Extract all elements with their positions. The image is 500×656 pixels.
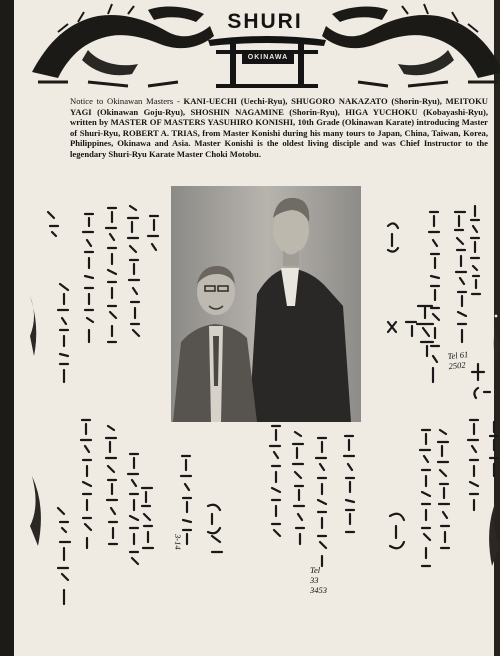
right-dragon-illustration <box>318 2 500 90</box>
header <box>28 0 500 92</box>
handwritten-number: 3-14 <box>173 534 183 550</box>
notice-body: KANI-UECHI (Uechi-Ryu), SHUGORO NAKAZATO (Shorin-Ryu), MEITOKU YAGI (Okinawan Goju-Ryu), SHOSHIN NAGAMINE (Shorin-Ryu), HIGA YUCHOKU (Kobayashi-Ryu), written by MASTER OF MASTERS YASUHIRO KONISHI, 10th Grade (Okinawan Karate) introducing Master of Shuri-Ryu, ROBERT A. TRIAS, from Master Konishi during his many tours to Japan, China, Taiwan, Korea, Philippines, Okinawa and Asia. Master Konishi is the oldest living disciple and was Chief Instructor to the legendary Shuri-Ryu Karate Master Choki Motobu. <box>70 96 488 159</box>
notice-lead: Notice to Okinawan Masters - <box>70 96 184 106</box>
notice-paragraph <box>70 96 488 159</box>
handwritten-telephone-1: Tel 61 2502 <box>447 349 469 372</box>
left-dragon-illustration <box>28 2 218 90</box>
portrait-photograph <box>171 186 361 422</box>
page-title: SHURI <box>227 10 303 33</box>
handwritten-telephone-2: Tel 33 3453 <box>310 565 327 595</box>
page-subtitle: OKINAWA <box>242 52 294 64</box>
